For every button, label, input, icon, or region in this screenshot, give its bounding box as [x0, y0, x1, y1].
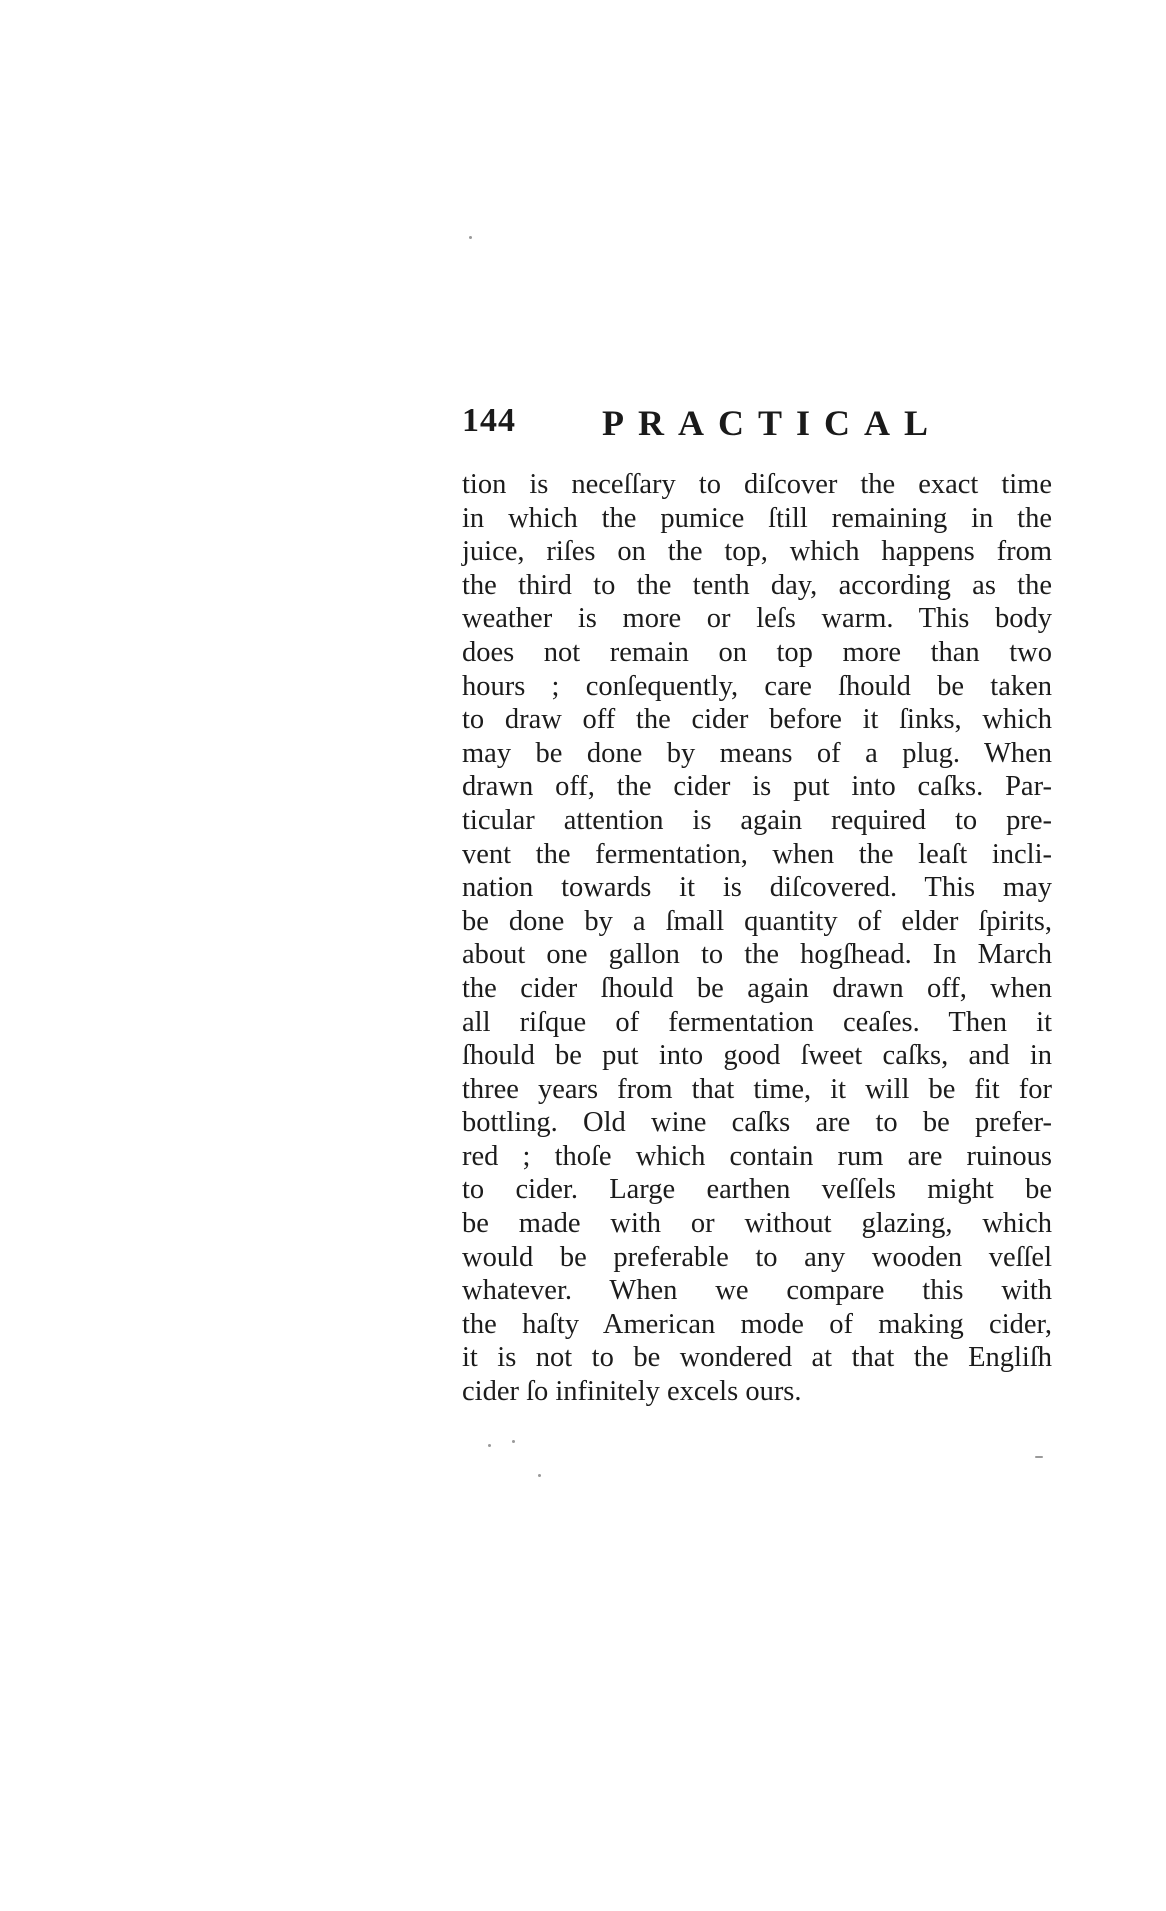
running-title: PRACTICAL — [602, 403, 943, 443]
text-line: may be done by means of a plug. When — [462, 737, 1052, 769]
paper-speck — [538, 1474, 541, 1477]
text-line: nation towards it is diſcovered. This may — [462, 872, 1052, 904]
page-number: 144 — [462, 402, 516, 439]
text-line: to cider. Large earthen veſſels might be — [462, 1174, 1052, 1206]
text-line: about one gallon to the hogſhead. In March — [462, 939, 1052, 971]
text-line: hours ; conſequently, care ſhould be taken — [462, 670, 1052, 702]
text-line: to draw off the cider before it ſinks, which — [462, 704, 1052, 736]
text-line: be made with or without glazing, which — [462, 1208, 1052, 1240]
text-line: it is not to be wondered at that the Engliſh — [462, 1342, 1052, 1374]
text-line: ticular attention is again required to pre- — [462, 804, 1052, 836]
text-line: would be preferable to any wooden veſſel — [462, 1241, 1052, 1273]
text-line: three years from that time, it will be fit for — [462, 1073, 1052, 1105]
paper-speck — [1035, 1456, 1043, 1458]
text-line: the haſty American mode of making cider, — [462, 1308, 1052, 1340]
text-line: in which the pumice ſtill remaining in the — [462, 502, 1052, 534]
text-line: tion is neceſſary to diſcover the exact time — [462, 469, 1052, 500]
text-line: whatever. When we compare this with — [462, 1275, 1052, 1307]
text-line: cider ſo infinitely excels ours. — [462, 1376, 802, 1408]
running-head — [462, 402, 1052, 452]
text-line: the third to the tenth day, according as the — [462, 569, 1052, 601]
text-line: red ; thoſe which contain rum are ruinous — [462, 1140, 1052, 1172]
paper-speck — [488, 1444, 491, 1447]
text-line: be done by a ſmall quantity of elder ſpirits, — [462, 905, 1052, 937]
text-line: weather is more or leſs warm. This body — [462, 603, 1052, 635]
text-line: bottling. Old wine caſks are to be prefer- — [462, 1107, 1052, 1139]
text-line: juice, riſes on the top, which happens from — [462, 536, 1052, 568]
text-line: vent the fermentation, when the leaſt incli- — [462, 838, 1052, 870]
body-text — [462, 468, 1052, 1409]
paper-speck — [469, 236, 472, 239]
paper-speck — [512, 1440, 515, 1443]
text-line: ſhould be put into good ſweet caſks, and in — [462, 1040, 1052, 1072]
text-line: drawn off, the cider is put into caſks. Par- — [462, 771, 1052, 803]
text-line: does not remain on top more than two — [462, 636, 1052, 668]
text-line: the cider ſhould be again drawn off, when — [462, 972, 1052, 1004]
text-line: all riſque of fermentation ceaſes. Then it — [462, 1006, 1052, 1038]
